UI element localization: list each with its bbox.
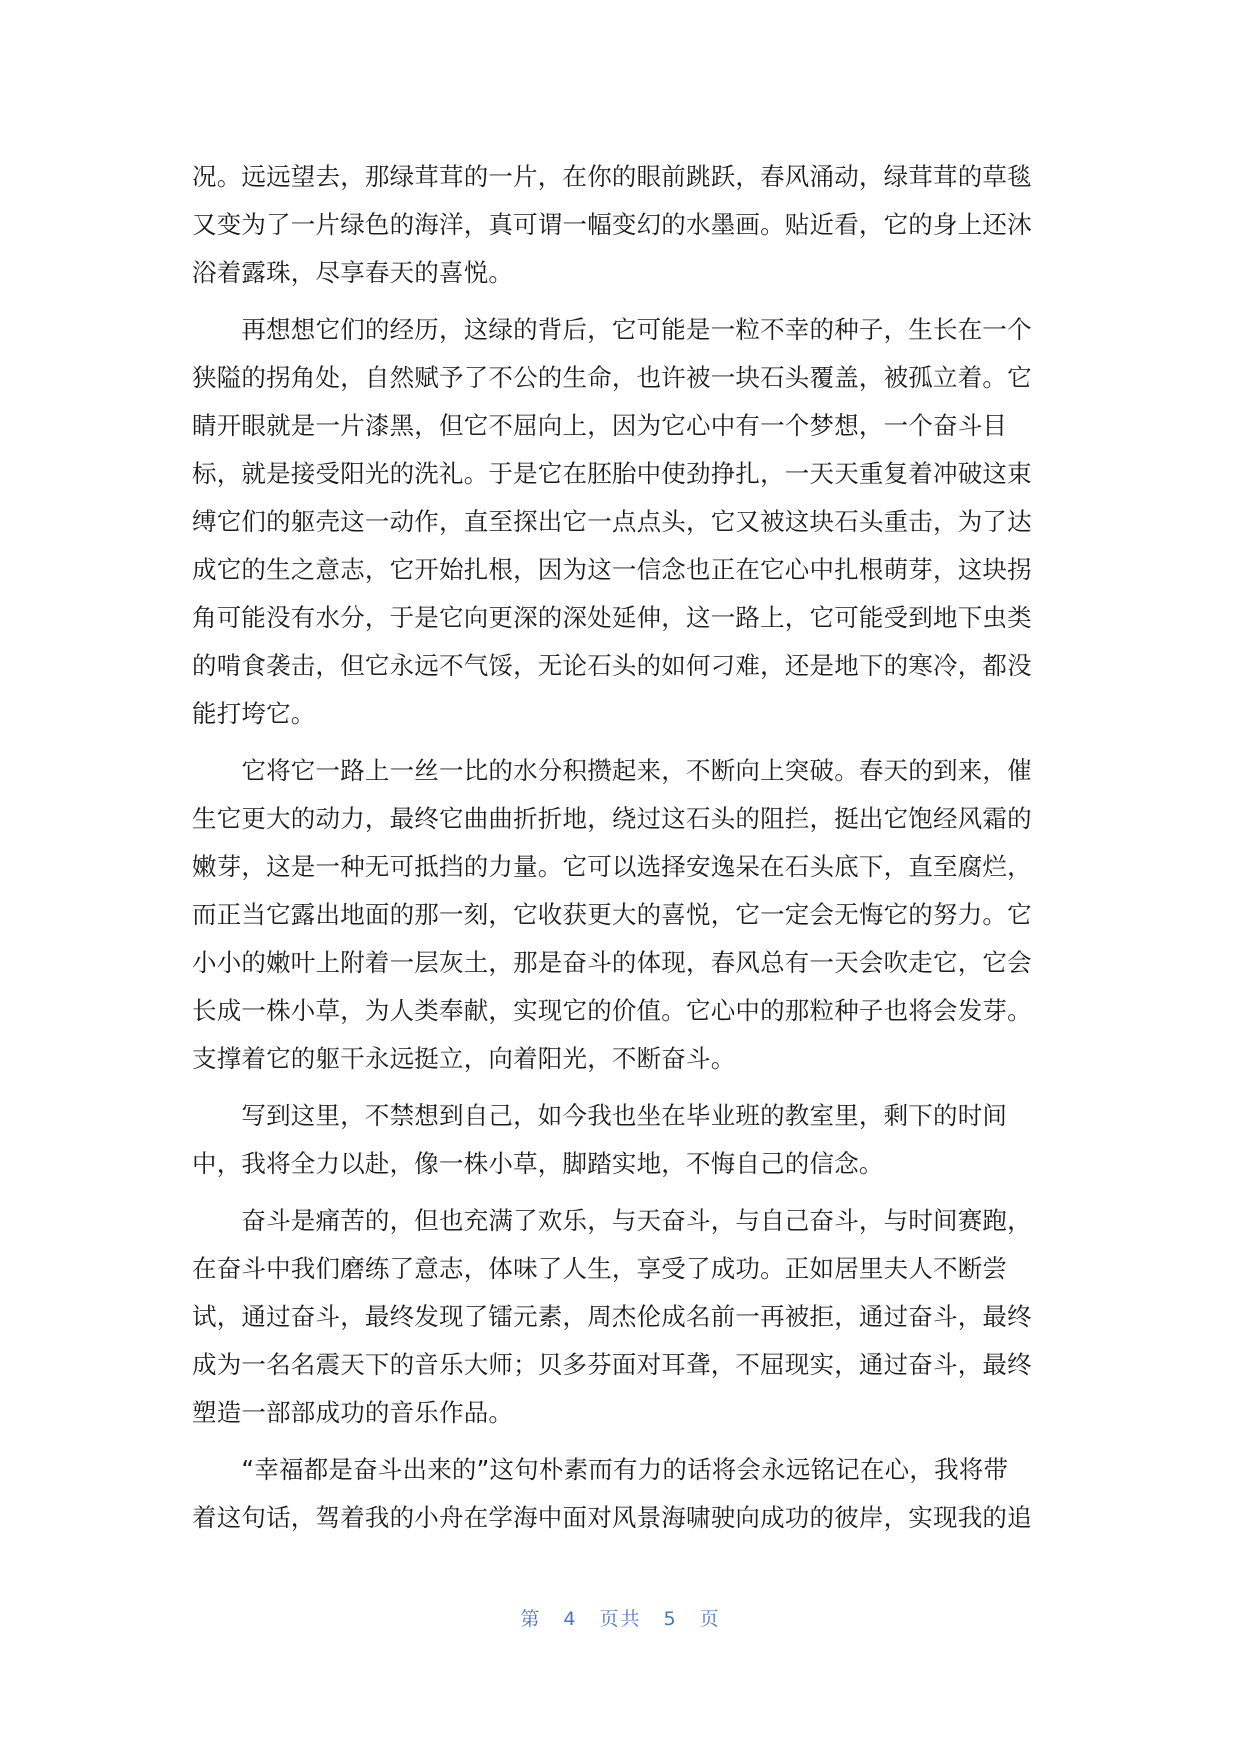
text-line: 能打垮它。 (192, 699, 316, 728)
text-line: “幸福都是奋斗出来的”这句朴素而有力的话将会永远铭记在心，我将带 (192, 1455, 1009, 1484)
text-line: 成它的生之意志，它开始扎根，因为这一信念也正在它心中扎根萌芽，这块拐 (192, 555, 1032, 584)
text-line: 长成一株小草，为人类奉献，实现它的价值。它心中的那粒种子也将会发芽。 (192, 996, 1032, 1025)
text-line: 试，通过奋斗，最终发现了镭元素，周杰伦成名前一再被拒，通过奋斗，最终 (192, 1302, 1032, 1331)
page-middle: 页共 (599, 1608, 642, 1630)
current-page-number: 4 (563, 1608, 578, 1630)
text-line: 生它更大的动力，最终它曲曲折折地，绕过这石头的阻拦，挺出它饱经风霜的 (192, 804, 1032, 833)
text-line: 奋斗是痛苦的，但也充满了欢乐，与天奋斗，与自己奋斗，与时间赛跑， (192, 1206, 1032, 1235)
text-line: 又变为了一片绿色的海洋，真可谓一幅变幻的水墨画。贴近看，它的身上还沐 (192, 210, 1032, 239)
total-pages-number: 5 (663, 1608, 678, 1630)
text-line: 着这句话，驾着我的小舟在学海中面对风景海啸驶向成功的彼岸，实现我的追 (192, 1503, 1032, 1532)
text-line: 成为一名名震天下的音乐大师；贝多芬面对耳聋，不屈现实，通过奋斗，最终 (192, 1350, 1032, 1379)
text-line: 浴着露珠，尽享春天的喜悦。 (192, 258, 514, 287)
text-line: 睛开眼就是一片漆黑，但它不屈向上，因为它心中有一个梦想，一个奋斗目 (192, 411, 1008, 440)
text-line: 而正当它露出地面的那一刻，它收获更大的喜悦，它一定会无悔它的努力。它 (192, 900, 1032, 929)
text-line: 况。远远望去，那绿茸茸的一片，在你的眼前跳跃，春风涌动，绿茸茸的草毯 (192, 162, 1032, 191)
text-line: 塑造一部部成功的音乐作品。 (192, 1398, 514, 1427)
text-line: 再想想它们的经历，这绿的背后，它可能是一粒不幸的种子，生长在一个 (192, 315, 1032, 344)
text-line: 标，就是接受阳光的洗礼。于是它在胚胎中使劲挣扎，一天天重复着冲破这束 (192, 459, 1032, 488)
text-line: 支撑着它的躯干永远挺立，向着阳光，不断奋斗。 (192, 1044, 736, 1073)
text-line: 缚它们的躯壳这一动作，直至探出它一点点头，它又被这块石头重击，为了达 (192, 507, 1032, 536)
text-line: 中，我将全力以赴，像一株小草，脚踏实地，不悔自己的信念。 (192, 1149, 884, 1178)
text-line: 写到这里，不禁想到自己，如今我也坐在毕业班的教室里，剩下的时间 (192, 1101, 1008, 1130)
text-line: 狭隘的拐角处，自然赋予了不公的生命，也许被一块石头覆盖，被孤立着。它 (192, 363, 1032, 392)
page-prefix: 第 (520, 1608, 542, 1630)
text-line: 角可能没有水分，于是它向更深的深处延伸，这一路上，它可能受到地下虫类 (192, 603, 1032, 632)
text-line: 嫩芽，这是一种无可抵挡的力量。它可以选择安逸呆在石头底下，直至腐烂， (192, 852, 1032, 881)
page-number-footer (0, 1604, 1241, 1631)
text-line: 的啃食袭击，但它永远不气馁，无论石头的如何刁难，还是地下的寒冷，都没 (192, 651, 1032, 680)
page-suffix: 页 (699, 1608, 721, 1630)
text-line: 在奋斗中我们磨练了意志，体味了人生，享受了成功。正如居里夫人不断尝 (192, 1254, 1008, 1283)
text-line: 小小的嫩叶上附着一层灰土，那是奋斗的体现，春风总有一天会吹走它，它会 (192, 948, 1032, 977)
text-line: 它将它一路上一丝一比的水分积攒起来，不断向上突破。春天的到来，催 (192, 756, 1032, 785)
